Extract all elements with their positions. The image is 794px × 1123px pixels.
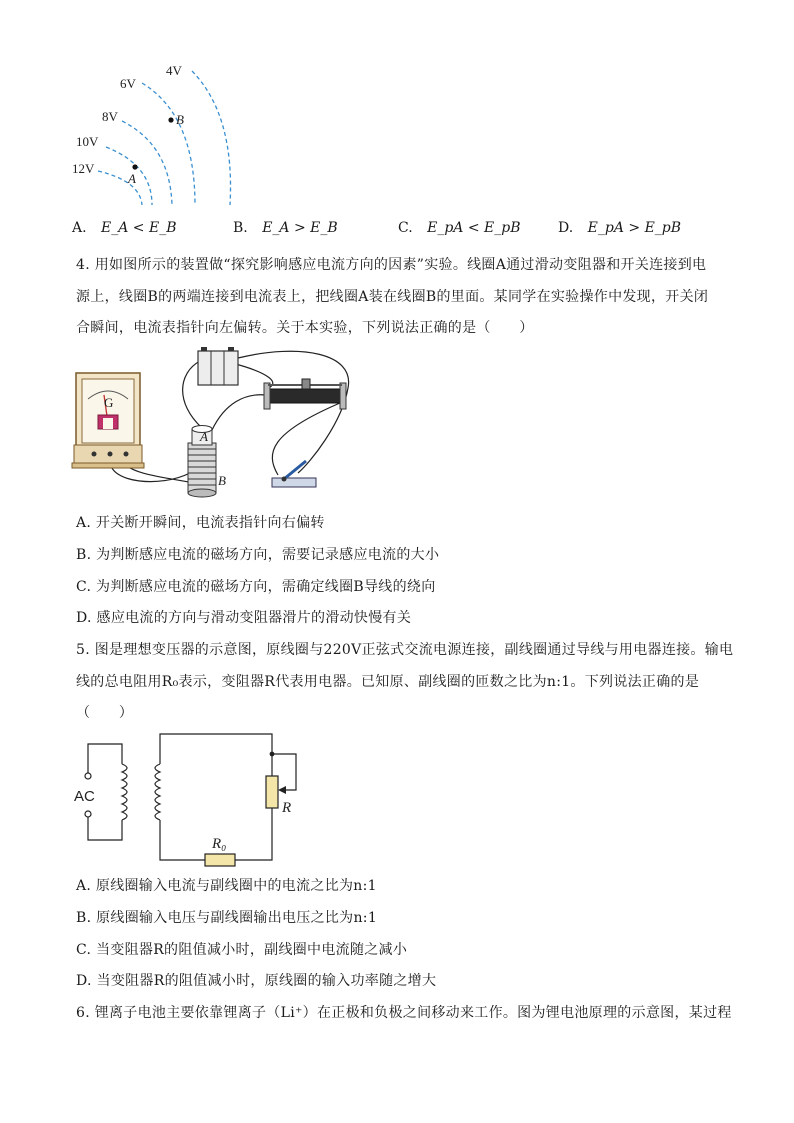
label-coil-a: A xyxy=(200,429,208,444)
label-point-b: B xyxy=(176,112,184,127)
q4-stem-line-3: 合瞬间，电流表指针向左偏转。关于本实验，下列说法正确的是（ ） xyxy=(76,320,534,336)
induction-apparatus-figure xyxy=(70,343,360,503)
q3-option-a[interactable] xyxy=(72,218,176,238)
q3-option-a-letter: A. xyxy=(72,220,87,236)
knife-switch xyxy=(272,461,316,487)
label-coil-b: B xyxy=(218,473,226,488)
transformer-circuit-figure xyxy=(70,728,310,868)
battery-pack xyxy=(198,347,238,385)
q5-stem-line-1: 5. 图是理想变压器的示意图，原线圈与220V正弦式交流电源连接，副线圈通过导线与用电器连接。输电 xyxy=(76,642,734,658)
q3-option-c-letter: C. xyxy=(398,220,413,236)
primary-coil xyxy=(122,764,127,820)
q3-option-b-letter: B. xyxy=(233,220,248,236)
junction-dot xyxy=(270,752,275,757)
galvanometer xyxy=(72,373,144,468)
label-point-a: A xyxy=(128,171,136,186)
primary-wire-bottom xyxy=(88,814,122,840)
q5-option-b[interactable]: B. 原线圈输入电压与副线圈输出电压之比为n:1 xyxy=(76,910,378,926)
q5-option-a[interactable]: A. 原线圈输入电流与副线圈中的电流之比为n:1 xyxy=(76,878,377,894)
q4-option-c[interactable]: C. 为判断感应电流的磁场方向，需确定线圈B导线的绕向 xyxy=(76,579,436,595)
q3-option-d-letter: D. xyxy=(558,220,574,236)
point-b-dot xyxy=(168,117,173,122)
secondary-wire-r0 xyxy=(235,808,272,860)
q3-option-c-text: E_pA < E_pB xyxy=(427,220,521,236)
q4-stem-line-1: 4. 用如图所示的装置做“探究影响感应电流方向的因素”实验。线圈A通过滑动变阻器和开关连接到电 xyxy=(76,257,707,273)
ac-terminal-top xyxy=(85,773,91,779)
label-ac: AC xyxy=(74,788,95,805)
point-a-dot xyxy=(132,164,137,169)
q4-option-a[interactable]: A. 开关断开瞬间，电流表指针向右偏转 xyxy=(76,515,325,531)
label-10v: 10V xyxy=(76,134,99,149)
secondary-wire xyxy=(160,734,272,776)
q3-option-b[interactable] xyxy=(233,218,338,238)
q5-option-d[interactable]: D. 当变阻器R的阻值减小时，原线圈的输入功率随之增大 xyxy=(76,973,437,989)
equipotential-figure xyxy=(60,55,260,215)
ac-terminal-bottom xyxy=(85,811,91,817)
label-12v: 12V xyxy=(72,161,95,176)
q5-option-c[interactable]: C. 当变阻器R的阻值减小时，副线圈中电流随之减小 xyxy=(76,942,408,958)
q3-option-d-text: E_pA > E_pB xyxy=(587,220,682,236)
label-6v: 6V xyxy=(120,76,136,91)
q4-stem-line-2: 源上，线圈B的两端连接到电流表上，把线圈A装在线圈B的里面。某同学在实验操作中发现，开关闭 xyxy=(76,289,709,305)
equipotential-line-6v xyxy=(142,83,195,205)
secondary-coil xyxy=(155,764,160,820)
rheostat-arrow xyxy=(278,786,286,794)
equipotential-line-4v xyxy=(192,71,231,205)
wire-coil-a-to-rheostat xyxy=(212,395,266,430)
label-8v: 8V xyxy=(102,109,118,124)
label-r0: R₀ xyxy=(212,836,227,852)
q3-option-b-text: E_A > E_B xyxy=(262,220,338,236)
rheostat-r xyxy=(266,776,278,808)
resistor-r0 xyxy=(205,854,235,866)
q5-stem-line-2: 线的总电阻用R₀表示，变阻器R代表用电器。已知原、副线圈的匝数之比为n:1。下列说法正确的是 xyxy=(76,674,700,690)
coil-b xyxy=(188,443,216,497)
q4-option-b[interactable]: B. 为判断感应电流的磁场方向，需要记录感应电流的大小 xyxy=(76,547,440,563)
q3-option-a-text: E_A < E_B xyxy=(101,220,177,236)
q3-option-c[interactable] xyxy=(398,218,521,238)
label-galvanometer-g: G xyxy=(104,395,114,410)
equipotential-line-8v xyxy=(122,121,172,205)
label-4v: 4V xyxy=(166,63,182,78)
label-r: R xyxy=(282,800,292,816)
wire-switch-to-coil xyxy=(272,403,340,475)
rheostat xyxy=(264,379,346,409)
q6-stem-line-1: 6. 锂离子电池主要依靠锂离子（Li⁺）在正极和负极之间移动来工作。图为锂电池原理的示意图，某过程 xyxy=(76,1005,732,1021)
q5-stem-line-3: （ ） xyxy=(76,705,134,721)
q4-option-d[interactable]: D. 感应电流的方向与滑动变阻器滑片的滑动快慢有关 xyxy=(76,610,412,626)
primary-wire-top xyxy=(88,744,122,774)
q3-option-d[interactable] xyxy=(558,218,681,238)
secondary-wire-bottom xyxy=(160,820,205,860)
